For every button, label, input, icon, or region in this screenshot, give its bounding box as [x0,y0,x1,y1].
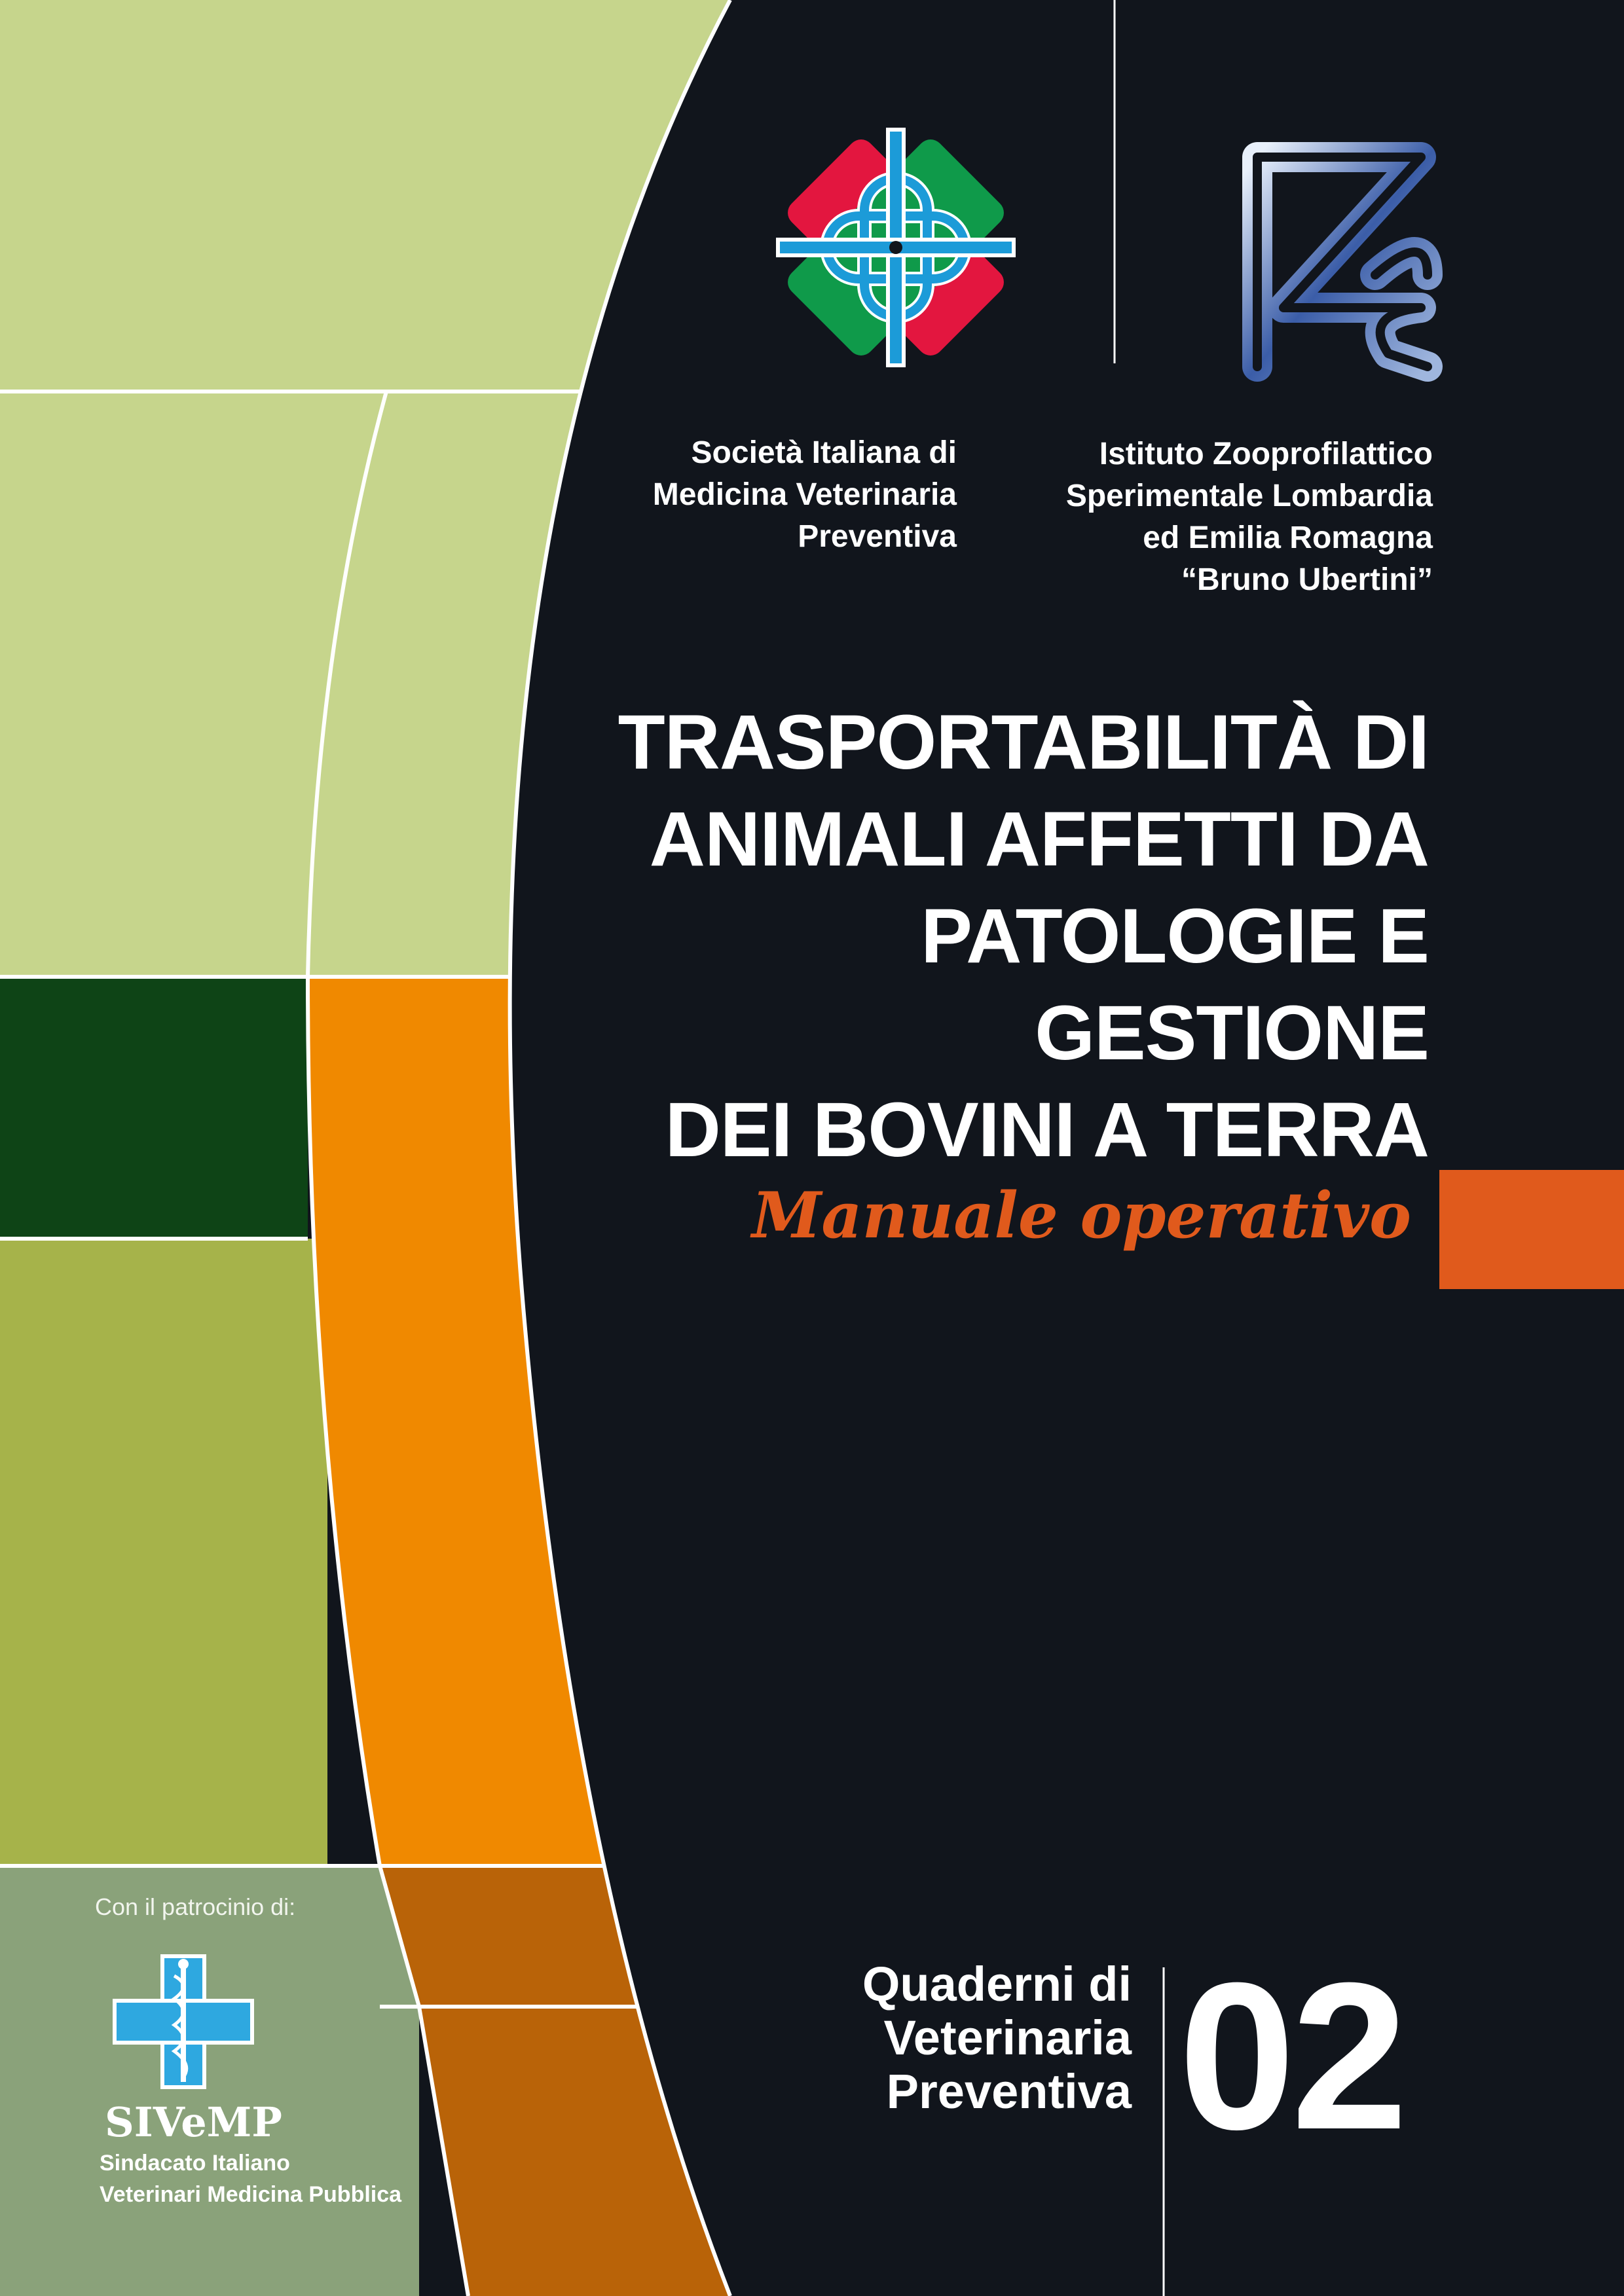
orange-accent-block [1439,1170,1624,1289]
sivemp-name-line-1: Sindacato Italiano [100,2151,290,2176]
block-sage-green [0,1866,419,2296]
patronage-label: Con il patrocinio di: [95,1893,296,1920]
sivemp-name-line-2: Veterinari Medicina Pubblica [100,2182,402,2207]
book-subtitle: Manuale operativo [752,1178,1411,1252]
block-dark-green [0,977,308,1239]
sivemp-short-name: SIVeMP [105,2098,282,2146]
simevep-org-name: Società Italiana di Medicina Veterinaria Preventiva [652,435,957,554]
series-issue-number: 02 [1179,1939,1404,2173]
block-olive-green [0,1239,327,1866]
izs-org-name: Istituto Zooprofilattico Sperimentale Lombardia ed Emilia Romagna “Bruno Ubertini” [1065,437,1433,597]
book-title: TRASPORTABILITÀ DI ANIMALI AFFETTI DA PATOLOGIE E GESTIONE DEI BOVINI A TERRA [618,699,1429,1173]
series-name: Quaderni di Veterinaria Preventiva [862,1957,1132,2119]
